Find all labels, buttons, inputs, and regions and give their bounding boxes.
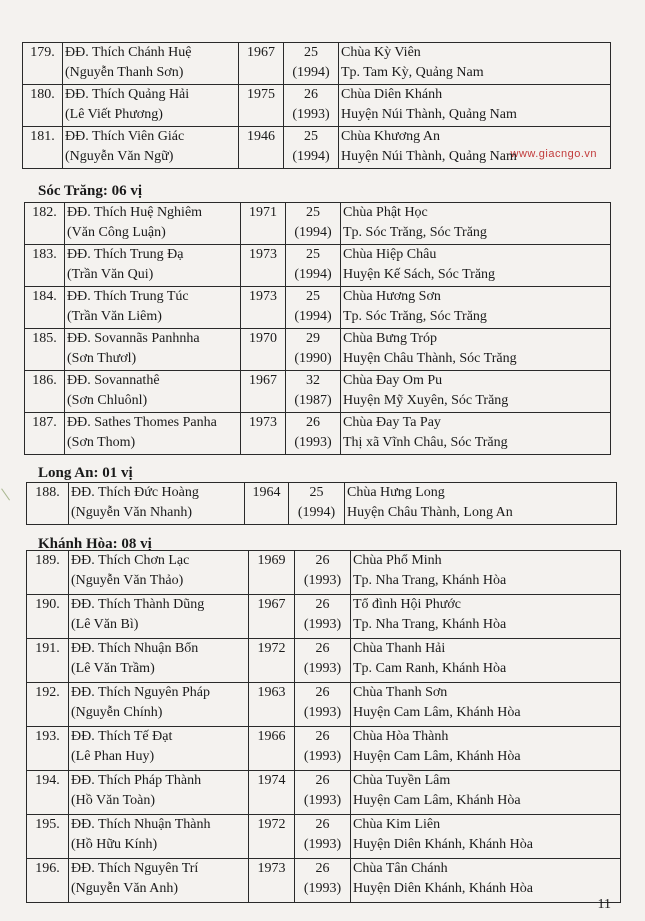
table-row bbox=[27, 771, 621, 815]
temple-name: Chùa Kỳ Viên bbox=[341, 45, 421, 60]
age-cell bbox=[286, 413, 341, 455]
age-cell bbox=[295, 771, 351, 815]
temple-name: Chùa Tân Chánh bbox=[353, 861, 448, 876]
lay-name: (Sơn Thươl) bbox=[67, 351, 137, 366]
temple-location: Huyện Mỹ Xuyên, Sóc Trăng bbox=[343, 393, 509, 408]
age: 25 bbox=[306, 247, 320, 262]
page-number: 11 bbox=[597, 897, 611, 912]
table-row bbox=[27, 639, 621, 683]
temple-location: Tp. Tam Kỳ, Quảng Nam bbox=[341, 65, 484, 80]
monk-name-cell bbox=[69, 859, 249, 903]
ordination-year: (1993) bbox=[303, 661, 342, 676]
birth-year: 1971 bbox=[241, 203, 286, 245]
birth-year: 1946 bbox=[239, 127, 284, 169]
age-cell bbox=[295, 639, 351, 683]
monk-name: ĐĐ. Sovannãs Panhnha bbox=[67, 331, 200, 346]
ordination-year: (1993) bbox=[303, 749, 342, 764]
row-number: 194. bbox=[27, 771, 69, 815]
temple-cell bbox=[351, 727, 621, 771]
temple-location: Huyện Diên Khánh, Khánh Hòa bbox=[353, 837, 534, 852]
birth-year: 1973 bbox=[241, 287, 286, 329]
lay-name: (Lê Văn Trầm) bbox=[71, 661, 155, 676]
age-cell bbox=[284, 85, 339, 127]
monk-name: ĐĐ. Thích Chánh Huệ bbox=[65, 45, 192, 60]
monk-name-cell bbox=[65, 413, 241, 455]
row-number: 189. bbox=[27, 551, 69, 595]
age-cell bbox=[284, 43, 339, 85]
temple-cell bbox=[341, 329, 611, 371]
ordination-year: (1994) bbox=[292, 149, 330, 164]
table-row bbox=[23, 127, 611, 169]
temple-name: Chùa Hòa Thành bbox=[353, 729, 449, 744]
row-number: 185. bbox=[25, 329, 65, 371]
temple-name: Chùa Kim Liên bbox=[353, 817, 441, 832]
age-cell bbox=[286, 329, 341, 371]
table-row bbox=[25, 245, 611, 287]
row-number: 183. bbox=[25, 245, 65, 287]
temple-name: Chùa Đay Om Pu bbox=[343, 373, 443, 388]
ordination-year: (1993) bbox=[294, 435, 332, 450]
lay-name: (Trần Văn Liêm) bbox=[67, 309, 162, 324]
ordination-year: (1994) bbox=[294, 267, 332, 282]
temple-location: Tp. Cam Ranh, Khánh Hòa bbox=[353, 661, 507, 676]
age-cell bbox=[289, 483, 345, 525]
temple-location: Huyện Cam Lâm, Khánh Hòa bbox=[353, 705, 521, 720]
monk-name-cell bbox=[63, 85, 239, 127]
monk-name-cell bbox=[65, 329, 241, 371]
temple-name: Chùa Diên Khánh bbox=[341, 87, 443, 102]
ordination-year: (1993) bbox=[303, 793, 342, 808]
monk-name-cell bbox=[69, 683, 249, 727]
monk-name-cell bbox=[69, 771, 249, 815]
monk-name: ĐĐ. Thích Quảng Hải bbox=[65, 87, 190, 102]
monk-name: ĐĐ. Thích Viên Giác bbox=[65, 129, 185, 144]
monk-name: ĐĐ. Thích Thành Dũng bbox=[71, 597, 205, 612]
birth-year: 1972 bbox=[249, 639, 295, 683]
temple-location: Huyện Cam Lâm, Khánh Hòa bbox=[353, 793, 521, 808]
section-heading-khanh-hoa: Khánh Hòa: 08 vị bbox=[38, 536, 152, 552]
ordination-year: (1993) bbox=[303, 881, 342, 896]
age-cell bbox=[286, 245, 341, 287]
birth-year: 1973 bbox=[241, 413, 286, 455]
monk-name: ĐĐ. Thích Tế Đạt bbox=[71, 729, 173, 744]
birth-year: 1967 bbox=[239, 43, 284, 85]
monk-name: ĐĐ. Thích Đức Hoàng bbox=[71, 485, 199, 500]
age: 26 bbox=[315, 597, 330, 612]
monk-name-cell bbox=[69, 639, 249, 683]
age-cell bbox=[295, 551, 351, 595]
temple-name: Chùa Khương An bbox=[341, 129, 440, 144]
table-row bbox=[23, 43, 611, 85]
monk-name-cell bbox=[65, 245, 241, 287]
lay-name: (Hồ Hữu Kính) bbox=[71, 837, 158, 852]
monk-name-cell bbox=[65, 287, 241, 329]
row-number: 186. bbox=[25, 371, 65, 413]
monk-name: ĐĐ. Sathes Thomes Panha bbox=[67, 415, 217, 430]
ordination-year: (1993) bbox=[303, 573, 342, 588]
monk-name: ĐĐ. Thích Trung Túc bbox=[67, 289, 189, 304]
temple-cell bbox=[339, 43, 611, 85]
row-number: 187. bbox=[25, 413, 65, 455]
birth-year: 1974 bbox=[249, 771, 295, 815]
pen-mark bbox=[1, 482, 20, 501]
temple-cell bbox=[341, 203, 611, 245]
row-number: 179. bbox=[23, 43, 63, 85]
monk-name: ĐĐ. Thích Nguyên Trí bbox=[71, 861, 199, 876]
birth-year: 1967 bbox=[249, 595, 295, 639]
row-number: 190. bbox=[27, 595, 69, 639]
monk-name-cell bbox=[63, 43, 239, 85]
monk-name: ĐĐ. Thích Huệ Nghiêm bbox=[67, 205, 203, 220]
age-cell bbox=[286, 371, 341, 413]
table-row bbox=[23, 85, 611, 127]
temple-location: Huyện Châu Thành, Long An bbox=[347, 505, 513, 520]
row-number: 184. bbox=[25, 287, 65, 329]
temple-cell bbox=[351, 815, 621, 859]
row-number: 191. bbox=[27, 639, 69, 683]
age: 26 bbox=[315, 861, 330, 876]
temple-location: Huyện Núi Thành, Quảng Nam bbox=[341, 107, 517, 122]
lay-name: (Trần Văn Qui) bbox=[67, 267, 154, 282]
lay-name: (Lê Văn Bì) bbox=[71, 617, 139, 632]
temple-location: Huyện Diên Khánh, Khánh Hòa bbox=[353, 881, 534, 896]
section-heading-long-an: Long An: 01 vị bbox=[38, 465, 133, 481]
age: 26 bbox=[315, 817, 330, 832]
ordination-year: (1994) bbox=[294, 225, 332, 240]
table-row bbox=[27, 815, 621, 859]
age: 26 bbox=[315, 773, 330, 788]
temple-cell bbox=[341, 371, 611, 413]
ordination-year: (1993) bbox=[303, 617, 342, 632]
ordination-year: (1990) bbox=[294, 351, 332, 366]
row-number: 195. bbox=[27, 815, 69, 859]
table-row bbox=[25, 287, 611, 329]
age: 25 bbox=[309, 485, 324, 500]
row-number: 196. bbox=[27, 859, 69, 903]
age-cell bbox=[284, 127, 339, 169]
temple-name: Chùa Tuyền Lâm bbox=[353, 773, 451, 788]
age: 26 bbox=[315, 685, 330, 700]
monk-name-cell bbox=[69, 815, 249, 859]
section-heading-soc-trang: Sóc Trăng: 06 vị bbox=[38, 183, 143, 199]
lay-name: (Nguyễn Văn Anh) bbox=[71, 881, 179, 896]
temple-cell bbox=[351, 595, 621, 639]
row-number: 193. bbox=[27, 727, 69, 771]
temple-name: Chùa Đay Ta Pay bbox=[343, 415, 441, 430]
age: 26 bbox=[306, 415, 320, 430]
ordination-year: (1994) bbox=[294, 309, 332, 324]
birth-year: 1963 bbox=[249, 683, 295, 727]
table-quang-nam bbox=[22, 42, 611, 169]
age-cell bbox=[295, 859, 351, 903]
birth-year: 1970 bbox=[241, 329, 286, 371]
ordination-year: (1994) bbox=[292, 65, 330, 80]
table-row bbox=[27, 859, 621, 903]
birth-year: 1967 bbox=[241, 371, 286, 413]
temple-cell bbox=[345, 483, 617, 525]
row-number: 182. bbox=[25, 203, 65, 245]
age: 32 bbox=[306, 373, 320, 388]
age: 25 bbox=[306, 289, 320, 304]
lay-name: (Lê Phan Huy) bbox=[71, 749, 155, 764]
monk-name: ĐĐ. Thích Chơn Lạc bbox=[71, 553, 190, 568]
birth-year: 1966 bbox=[249, 727, 295, 771]
age-cell bbox=[295, 815, 351, 859]
table-soc-trang bbox=[24, 202, 611, 455]
ordination-year: (1993) bbox=[292, 107, 330, 122]
monk-name: ĐĐ. Thích Trung Đạ bbox=[67, 247, 184, 262]
temple-location: Huyện Kế Sách, Sóc Trăng bbox=[343, 267, 496, 282]
ordination-year: (1993) bbox=[303, 837, 342, 852]
lay-name: (Lê Viết Phương) bbox=[65, 107, 163, 122]
birth-year: 1964 bbox=[245, 483, 289, 525]
temple-cell bbox=[351, 771, 621, 815]
watermark: www.giacngo.vn bbox=[510, 148, 597, 160]
table-row bbox=[25, 371, 611, 413]
monk-name: ĐĐ. Thích Nhuận Bổn bbox=[71, 641, 199, 656]
monk-name: ĐĐ. Thích Nhuận Thành bbox=[71, 817, 211, 832]
monk-name: ĐĐ. Sovannathê bbox=[67, 373, 160, 388]
temple-name: Chùa Thanh Sơn bbox=[353, 685, 448, 700]
temple-name: Chùa Bưng Tróp bbox=[343, 331, 437, 346]
table-row bbox=[25, 413, 611, 455]
ordination-year: (1993) bbox=[303, 705, 342, 720]
temple-cell bbox=[351, 859, 621, 903]
temple-cell bbox=[341, 287, 611, 329]
temple-location: Tp. Sóc Trăng, Sóc Trăng bbox=[343, 309, 487, 324]
table-row bbox=[27, 595, 621, 639]
age-cell bbox=[295, 727, 351, 771]
age: 26 bbox=[315, 729, 330, 744]
birth-year: 1969 bbox=[249, 551, 295, 595]
table-khanh-hoa bbox=[26, 550, 621, 903]
age-cell bbox=[295, 683, 351, 727]
monk-name-cell bbox=[65, 371, 241, 413]
temple-location: Huyện Châu Thành, Sóc Trăng bbox=[343, 351, 517, 366]
temple-location: Huyện Cam Lâm, Khánh Hòa bbox=[353, 749, 521, 764]
lay-name: (Sơn Chluônl) bbox=[67, 393, 148, 408]
birth-year: 1973 bbox=[249, 859, 295, 903]
age: 26 bbox=[315, 553, 330, 568]
temple-cell bbox=[351, 639, 621, 683]
table-row bbox=[27, 551, 621, 595]
table-row bbox=[27, 483, 617, 525]
monk-name-cell bbox=[69, 595, 249, 639]
age: 25 bbox=[306, 205, 320, 220]
table-long-an bbox=[26, 482, 617, 525]
table-row bbox=[25, 329, 611, 371]
age: 25 bbox=[304, 129, 318, 144]
temple-name: Chùa Hương Sơn bbox=[343, 289, 441, 304]
lay-name: (Sơn Thom) bbox=[67, 435, 136, 450]
monk-name: ĐĐ. Thích Pháp Thành bbox=[71, 773, 202, 788]
temple-cell bbox=[351, 683, 621, 727]
monk-name-cell bbox=[69, 483, 245, 525]
temple-name: Chùa Phổ Minh bbox=[353, 553, 442, 568]
row-number: 181. bbox=[23, 127, 63, 169]
row-number: 192. bbox=[27, 683, 69, 727]
temple-location: Tp. Sóc Trăng, Sóc Trăng bbox=[343, 225, 487, 240]
table-row bbox=[27, 683, 621, 727]
row-number: 180. bbox=[23, 85, 63, 127]
lay-name: (Nguyễn Chính) bbox=[71, 705, 163, 720]
temple-name: Chùa Hưng Long bbox=[347, 485, 445, 500]
age: 26 bbox=[304, 87, 318, 102]
temple-location: Tp. Nha Trang, Khánh Hòa bbox=[353, 617, 507, 632]
temple-name: Chùa Thanh Hải bbox=[353, 641, 446, 656]
temple-cell bbox=[341, 413, 611, 455]
age: 29 bbox=[306, 331, 320, 346]
age-cell bbox=[286, 287, 341, 329]
birth-year: 1973 bbox=[241, 245, 286, 287]
lay-name: (Nguyễn Văn Thảo) bbox=[71, 573, 184, 588]
table-row bbox=[25, 203, 611, 245]
temple-location: Tp. Nha Trang, Khánh Hòa bbox=[353, 573, 507, 588]
monk-name: ĐĐ. Thích Nguyên Pháp bbox=[71, 685, 210, 700]
row-number: 188. bbox=[27, 483, 69, 525]
temple-cell bbox=[339, 127, 611, 169]
temple-name: Tổ đình Hội Phước bbox=[353, 597, 461, 612]
temple-name: Chùa Hiệp Châu bbox=[343, 247, 437, 262]
age-cell bbox=[295, 595, 351, 639]
ordination-year: (1994) bbox=[297, 505, 336, 520]
lay-name: (Nguyễn Thanh Sơn) bbox=[65, 65, 184, 80]
monk-name-cell bbox=[65, 203, 241, 245]
monk-name-cell bbox=[69, 727, 249, 771]
temple-location: Thị xã Vĩnh Châu, Sóc Trăng bbox=[343, 435, 508, 450]
temple-cell bbox=[339, 85, 611, 127]
birth-year: 1975 bbox=[239, 85, 284, 127]
ordination-year: (1987) bbox=[294, 393, 332, 408]
temple-cell bbox=[341, 245, 611, 287]
monk-name-cell bbox=[63, 127, 239, 169]
temple-location: Huyện Núi Thành, Quảng Nam bbox=[341, 149, 517, 164]
age: 25 bbox=[304, 45, 318, 60]
lay-name: (Văn Công Luận) bbox=[67, 225, 166, 240]
temple-cell bbox=[351, 551, 621, 595]
lay-name: (Nguyễn Văn Ngữ) bbox=[65, 149, 174, 164]
age: 26 bbox=[315, 641, 330, 656]
birth-year: 1972 bbox=[249, 815, 295, 859]
age-cell bbox=[286, 203, 341, 245]
monk-name-cell bbox=[69, 551, 249, 595]
temple-name: Chùa Phật Học bbox=[343, 205, 428, 220]
lay-name: (Nguyễn Văn Nhanh) bbox=[71, 505, 193, 520]
lay-name: (Hồ Văn Toàn) bbox=[71, 793, 156, 808]
table-row bbox=[27, 727, 621, 771]
